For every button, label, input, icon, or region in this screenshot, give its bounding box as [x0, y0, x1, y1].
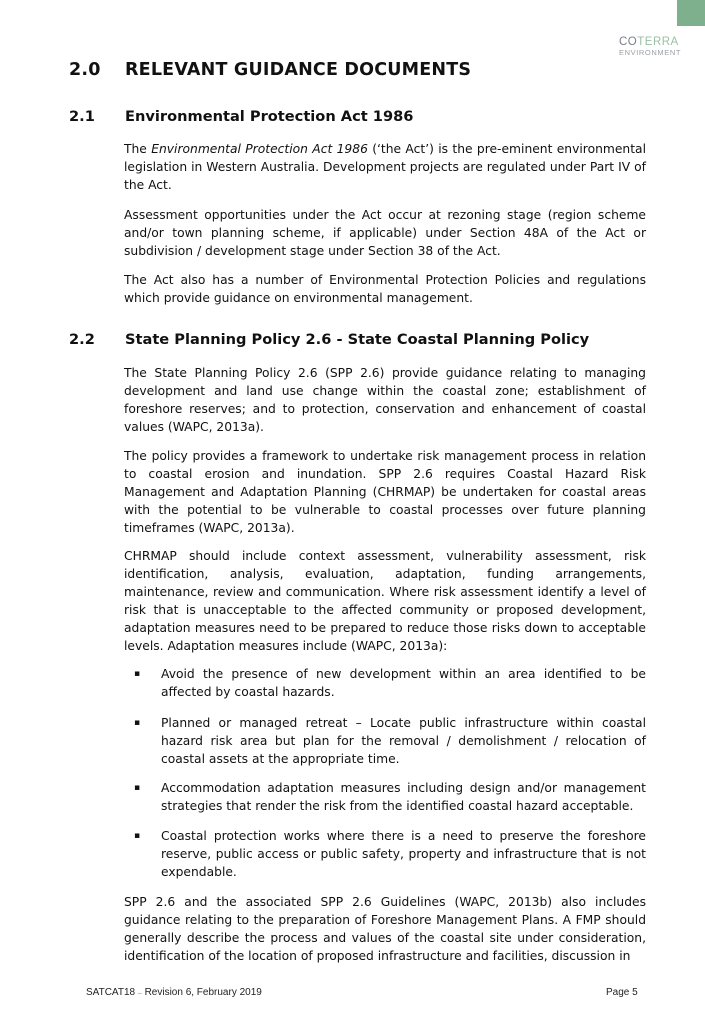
footer-separator: –	[137, 990, 142, 997]
paragraph-2-2-2: The policy provides a framework to undertake risk management process in relation to coastal erosion and inundation. SPP 2.6 requires Coastal Hazard Risk Management and Adaptation Planning (CHRMAP) be undertaken for coastal areas with the potential to be vulnerable to coastal processes over future planning timeframes (WAPC, 2013a).	[124, 449, 646, 535]
bullet-marker: ▪	[134, 783, 141, 793]
section-number: 2.0	[69, 60, 101, 80]
bullet-text: Accommodation adaptation measures including design and/or management strategies that render the risk from the identified coastal hazard acceptable.	[161, 781, 646, 813]
bullet-text: Planned or managed retreat – Locate public infrastructure within coastal hazard risk area but plan for the removal / demolishment / relocation of coastal assets at the appropriate time.	[161, 716, 646, 766]
bullet-marker: ▪	[134, 669, 141, 679]
footer-page-number: Page 5	[606, 987, 638, 998]
text-run: The	[124, 142, 152, 156]
paragraph-2-2-3: CHRMAP should include context assessment, vulnerability assessment, risk identification, analysis, evaluation, adaptation, funding arrangements, maintenance, review and communication. Where risk assessment identify a level of risk that is unacceptable to the affected community or proposed development, adaptation measures need to be prepared to reduce those risks down to acceptable levels. Adaptation measures include (WAPC, 2013a):	[124, 549, 646, 653]
section-title: RELEVANT GUIDANCE DOCUMENTS	[125, 60, 472, 80]
logo-text-environment: ENVIRONMENT	[619, 48, 682, 57]
subsection-title: Environmental Protection Act 1986	[125, 108, 414, 125]
paragraph-2-1-1	[124, 140, 646, 194]
bullet-marker: ▪	[134, 718, 141, 728]
bullet-item	[124, 779, 646, 815]
bullet-text: Coastal protection works where there is a need to preserve the foreshore reserve, public access or public safety, property and infrastructure that is not expendable.	[161, 829, 646, 879]
section-heading	[69, 60, 471, 80]
bullet-item	[124, 665, 646, 701]
text-run: (‘the Act’) is the pre-eminent environmental legislation in Western Australia. Development projects are regulated under Part IV of the Act.	[124, 142, 647, 192]
subsection-number: 2.2	[69, 331, 95, 348]
subsection-number: 2.1	[69, 108, 95, 125]
bullet-text: Avoid the presence of new development within an area identified to be affected by coastal hazards.	[161, 667, 646, 699]
paragraph-2-1-3: The Act also has a number of Environmental Protection Policies and regulations which provide guidance on environmental management.	[124, 273, 646, 305]
footer-document-info	[86, 987, 262, 998]
corner-color-tab	[677, 0, 705, 26]
bullet-item	[124, 714, 646, 768]
coterra-logo	[619, 36, 699, 57]
paragraph-2-1-2: Assessment opportunities under the Act occur at rezoning stage (region scheme and/or town planning scheme, if applicable) under Section 48A of the Act or subdivision / development stage under Section 38 of the Act.	[124, 208, 646, 258]
subsection-heading-2-1	[69, 108, 413, 125]
logo-text-terra: TERRA	[637, 36, 679, 48]
subsection-heading-2-2	[69, 331, 589, 348]
paragraph-2-2-1: The State Planning Policy 2.6 (SPP 2.6) provide guidance relating to managing development and land use change within the coastal zone; establishment of foreshore reserves; and to protection, conservation and enhancement of coastal values (WAPC, 2013a).	[124, 366, 646, 434]
bullet-item	[124, 827, 646, 881]
paragraph-2-2-4: SPP 2.6 and the associated SPP 2.6 Guidelines (WAPC, 2013b) also includes guidance relating to the preparation of Foreshore Management Plans. A FMP should generally describe the process and values of the coastal site under consideration, identification of the location of proposed infrastructure and facilities, discussion in	[124, 895, 646, 963]
subsection-title: State Planning Policy 2.6 - State Coastal Planning Policy	[125, 331, 590, 348]
bullet-marker: ▪	[134, 831, 141, 841]
footer-doc-id: SATCAT18	[86, 987, 136, 998]
logo-text-co: CO	[619, 36, 638, 48]
footer-revision: Revision 6, February 2019	[144, 987, 262, 998]
act-name-italic: Environmental Protection Act 1986	[151, 142, 368, 156]
